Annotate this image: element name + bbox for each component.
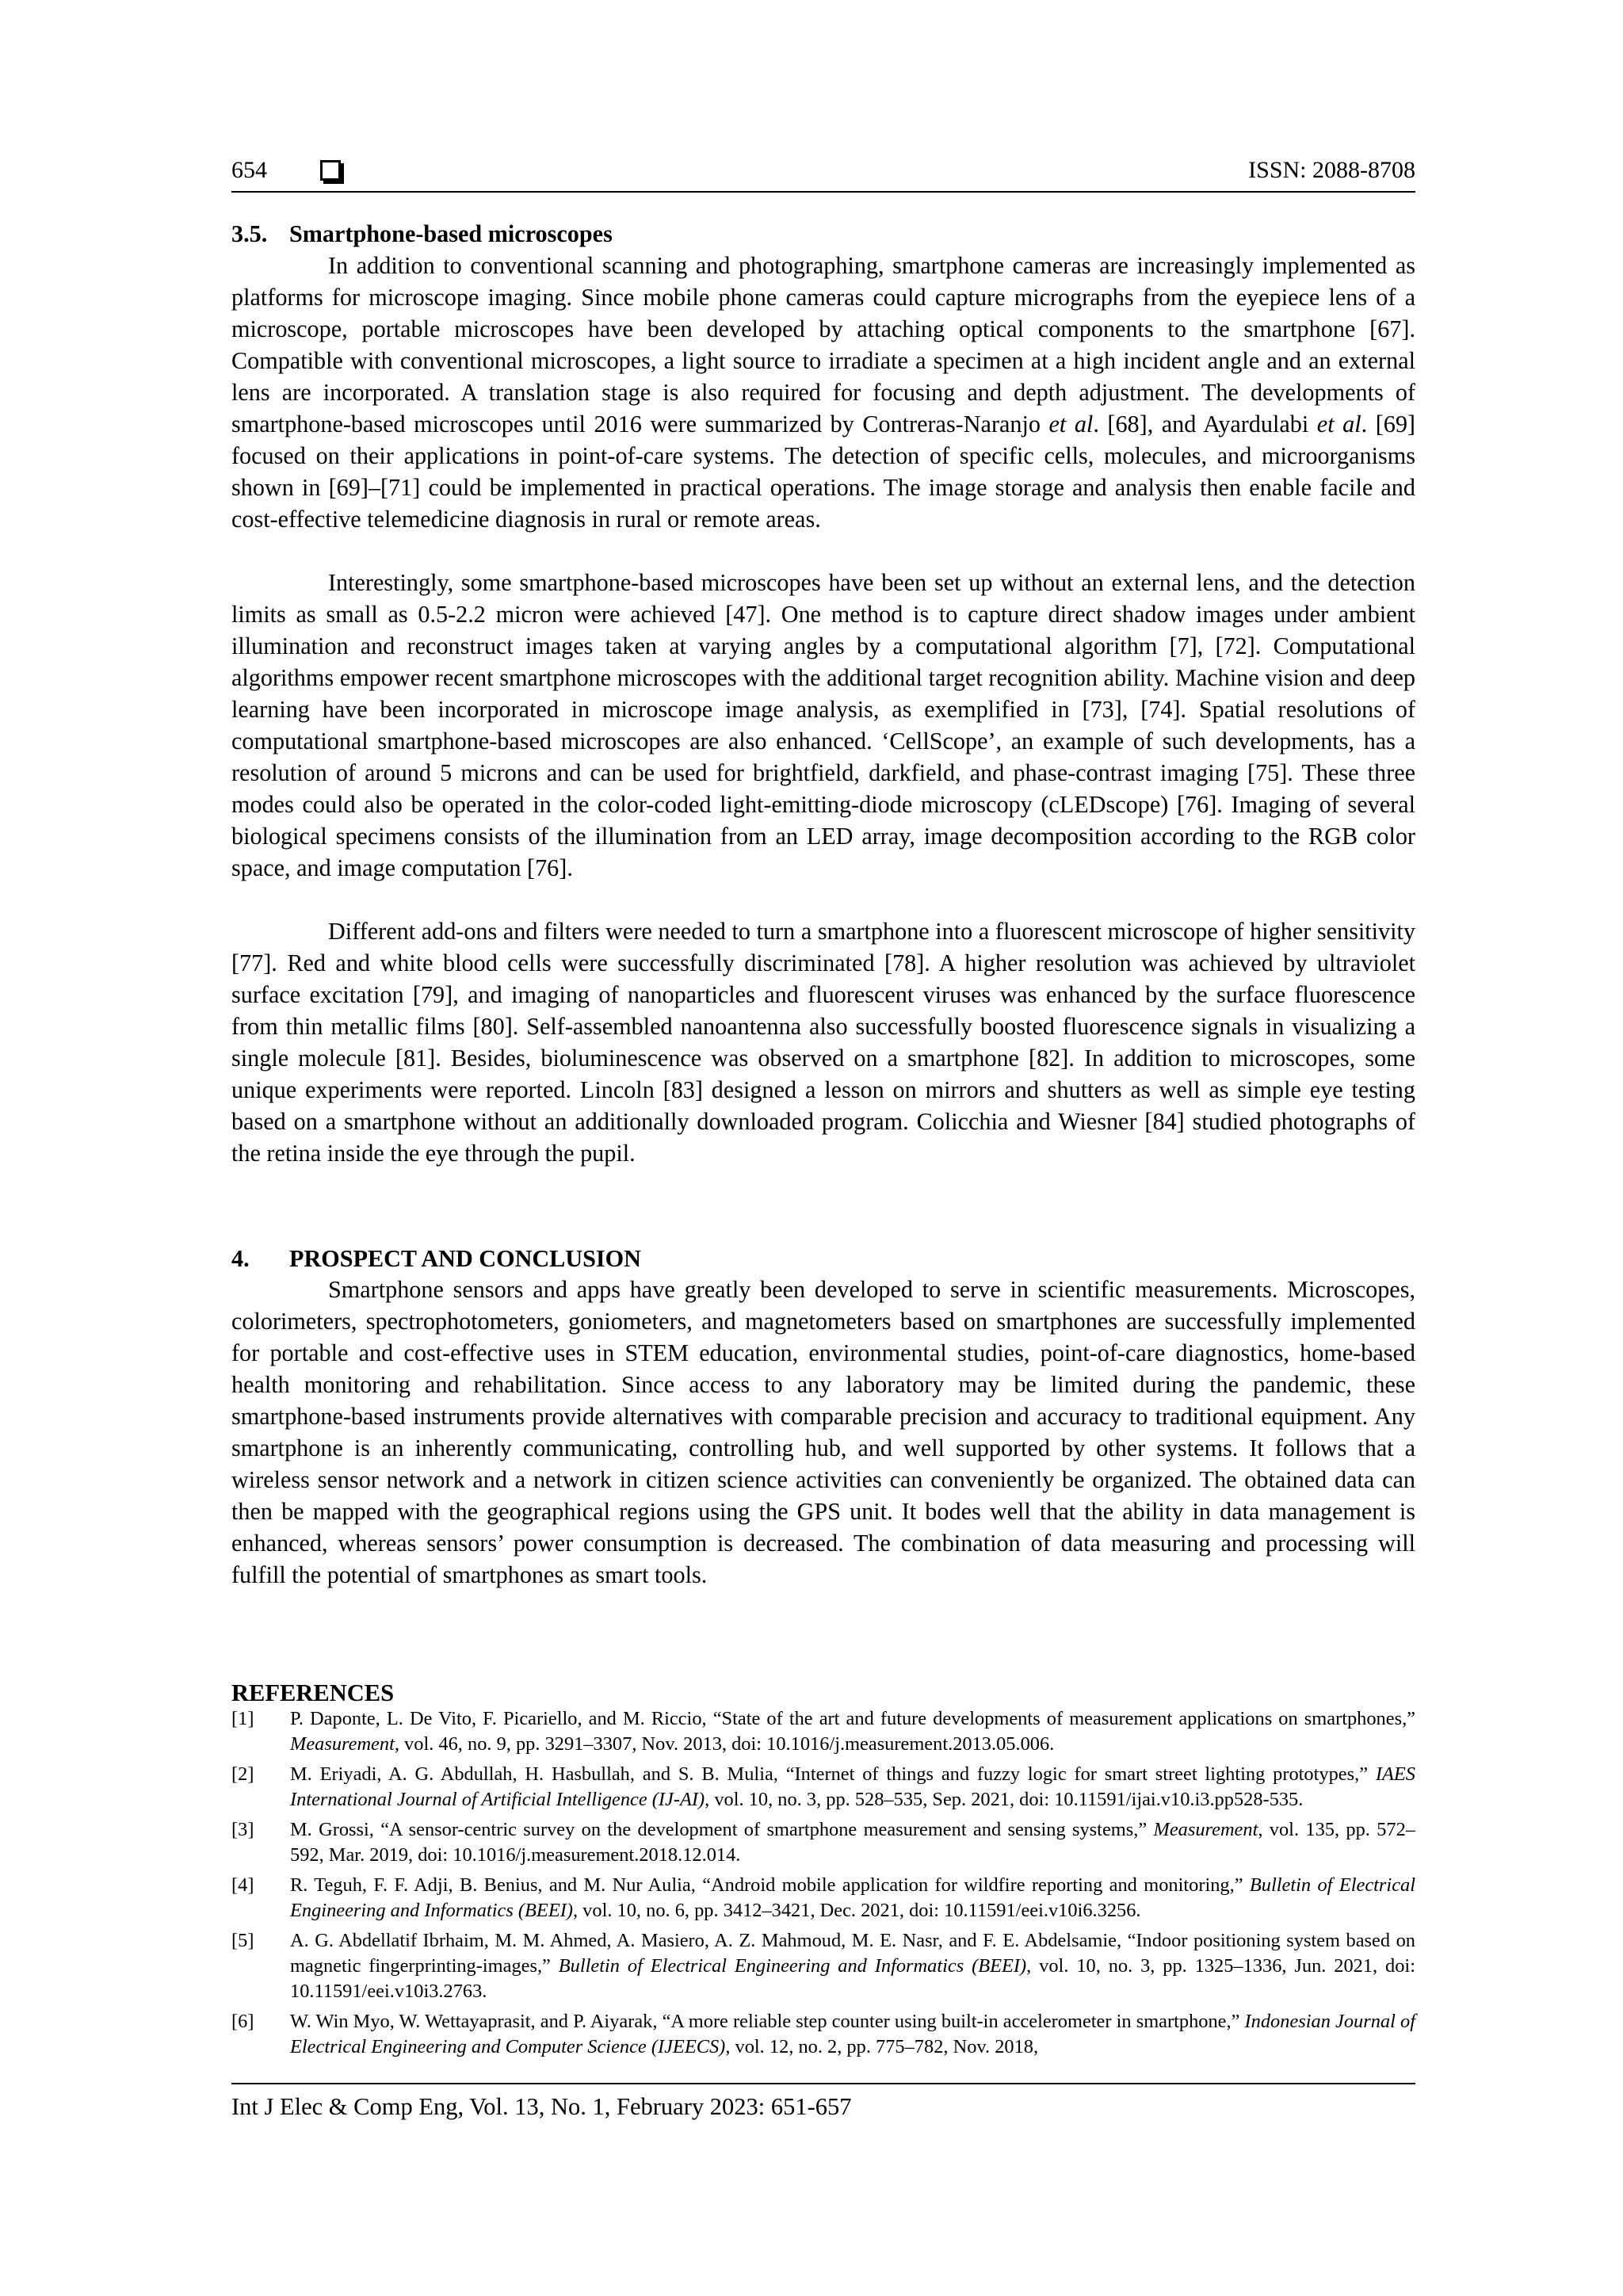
reference-label: [2] [231, 1763, 254, 1785]
reference-item [231, 1817, 1415, 1868]
checkbox-square-icon [320, 160, 341, 181]
reference-label: [5] [231, 1930, 254, 1951]
reference-label: [3] [231, 1819, 254, 1840]
section-3-5-title: Smartphone-based microscopes [289, 220, 613, 247]
section-4-number: 4. [231, 1245, 250, 1272]
reference-label: [4] [231, 1874, 254, 1896]
reference-item [231, 2009, 1415, 2060]
reference-text: R. Teguh, F. F. Adji, B. Benius, and M. Nur Aulia, “Android mobile application for wildfire reporting and monitoring,” Bulletin of Electrical Engineering and Informatics (BEEI), vol. 10, no. 6, pp. 3412–3421, Dec. 2021, doi: 10.11591/eei.v10i6.3256. [290, 1874, 1415, 1921]
section-4-paragraph-1: Smartphone sensors and apps have greatly been developed to serve in scientific measurements. Microscopes, colorimeters, spectrophotometers, goniometers, and magnetometers based on smartphones are successfully implemented for portable and cost-effective uses in STEM education, environmental studies, point-of-care diagnostics, home-based health monitoring and rehabilitation. Since access to any laboratory may be limited during the pandemic, these smartphone-based instruments provide alternatives with comparable precision and accuracy to traditional equipment. Any smartphone is an inherently communicating, controlling hub, and well supported by other systems. It follows that a wireless sensor network and a network in citizen science activities can conveniently be organized. The obtained data can then be mapped with the geographical regions using the GPS unit. It bodes well that the ability in data management is enhanced, whereas sensors’ power consumption is decreased. The combination of data measuring and processing will fulfill the potential of smartphones as smart tools. [231, 1276, 1415, 1588]
reference-item [231, 1928, 1415, 2004]
reference-text: W. Win Myo, W. Wettayaprasit, and P. Aiyarak, “A more reliable step counter using built-in accelerometer in smartphone,” Indonesian Journal of Electrical Engineering and Computer Science (IJEECS), vol. 12, no. 2, pp. 775–782, Nov. 2018, [290, 2011, 1415, 2057]
reference-item [231, 1706, 1415, 1757]
references-list [231, 1706, 1415, 2065]
page-footer: Int J Elec & Comp Eng, Vol. 13, No. 1, February 2023: 651-657 [231, 2093, 852, 2120]
reference-label: [1] [231, 1708, 254, 1729]
reference-item [231, 1762, 1415, 1813]
reference-text: P. Daponte, L. De Vito, F. Picariello, and M. Riccio, “State of the art and future developments of measurement applications on smartphones,” Measurement, vol. 46, no. 9, pp. 3291–3307, Nov. 2013, doi: 10.1016/j.measurement.2013.05.006. [290, 1708, 1415, 1755]
reference-label: [6] [231, 2011, 254, 2032]
section-3-5-paragraph-1: In addition to conventional scanning and photographing, smartphone cameras are increasingly implemented as platforms for microscope imaging. Since mobile phone cameras could capture micrographs from the eyepiece lens of a microscope, portable microscopes have been developed by attaching optical components to the smartphone [67]. Compatible with conventional microscopes, a light source to irradiate a specimen at a high incident angle and an external lens are incorporated. A translation stage is also required for focusing and depth adjustment. The developments of smartphone-based microscopes until 2016 were summarized by Contreras-Naranjo et al. [68], and Ayardulabi et al. [69] focused on their applications in point-of-care systems. The detection of specific cells, molecules, and microorganisms shown in [69]–[71] could be implemented in practical operations. The image storage and analysis then enable facile and cost-effective telemedicine diagnosis in rural or remote areas. [231, 252, 1415, 533]
section-4-title: PROSPECT AND CONCLUSION [289, 1245, 641, 1272]
section-4-heading [231, 1243, 641, 1274]
section-3-5-paragraph-2: Interestingly, some smartphone-based microscopes have been set up without an external lens, and the detection limits as small as 0.5-2.2 micron were achieved [47]. One method is to capture direct shadow images under ambient illumination and reconstruct images taken at varying angles by a computational algorithm [7], [72]. Computational algorithms empower recent smartphone microscopes with the additional target recognition ability. Machine vision and deep learning have been incorporated in microscope image analysis, as exemplified in [73], [74]. Spatial resolutions of computational smartphone-based microscopes are also enhanced. ‘CellScope’, an example of such developments, has a resolution of around 5 microns and can be used for brightfield, darkfield, and phase-contrast imaging [75]. These three modes could also be operated in the color-coded light-emitting-diode microscopy (cLEDscope) [76]. Imaging of several biological specimens consists of the illumination from an LED array, image decomposition according to the RGB color space, and image computation [76]. [231, 569, 1415, 881]
reference-text: A. G. Abdellatif Ibrhaim, M. M. Ahmed, A. Masiero, A. Z. Mahmoud, M. E. Nasr, and F. E. Abdelsamie, “Indoor positioning system based on magnetic fingerprinting-images,” Bulletin of Electrical Engineering and Informatics (BEEI), vol. 10, no. 3, pp. 1325–1336, Jun. 2021, doi: 10.11591/eei.v10i3.2763. [290, 1930, 1415, 2002]
reference-text: M. Grossi, “A sensor-centric survey on the development of smartphone measurement and sensing systems,” Measurement, vol. 135, pp. 572–592, Mar. 2019, doi: 10.1016/j.measurement.2018.12.014. [290, 1819, 1415, 1866]
page-number: 654 [231, 157, 267, 183]
page-header [231, 157, 1415, 189]
section-3-5-heading [231, 218, 613, 250]
section-3-5-paragraph-3: Different add-ons and filters were needed to turn a smartphone into a fluorescent microscope of higher sensitivity [77]. Red and white blood cells were successfully discriminated [78]. A higher resolution was achieved by ultraviolet surface excitation [79], and imaging of nanoparticles and fluorescent viruses was enhanced by the surface fluorescence from thin metallic films [80]. Self-assembled nanoantenna also successfully boosted fluorescence signals in visualizing a single molecule [81]. Besides, bioluminescence was observed on a smartphone [82]. In addition to microscopes, some unique experiments were reported. Lincoln [83] designed a lesson on mirrors and shutters as well as simple eye testing based on a smartphone without an additionally downloaded program. Colicchia and Wiesner [84] studied photographs of the retina inside the eye through the pupil. [231, 918, 1415, 1167]
section-3-5-number: 3.5. [231, 220, 268, 247]
reference-item [231, 1873, 1415, 1924]
footer-rule [231, 2083, 1415, 2084]
reference-text: M. Eriyadi, A. G. Abdullah, H. Hasbullah, and S. B. Mulia, “Internet of things and fuzzy logic for smart street lighting prototypes,” IAES International Journal of Artificial Intelligence (IJ-AI), vol. 10, no. 3, pp. 528–535, Sep. 2021, doi: 10.11591/ijai.v10.i3.pp528-535. [290, 1763, 1415, 1810]
issn-label: ISSN: 2088-8708 [1248, 157, 1415, 183]
header-rule [231, 191, 1415, 193]
references-heading: REFERENCES [231, 1679, 395, 1706]
